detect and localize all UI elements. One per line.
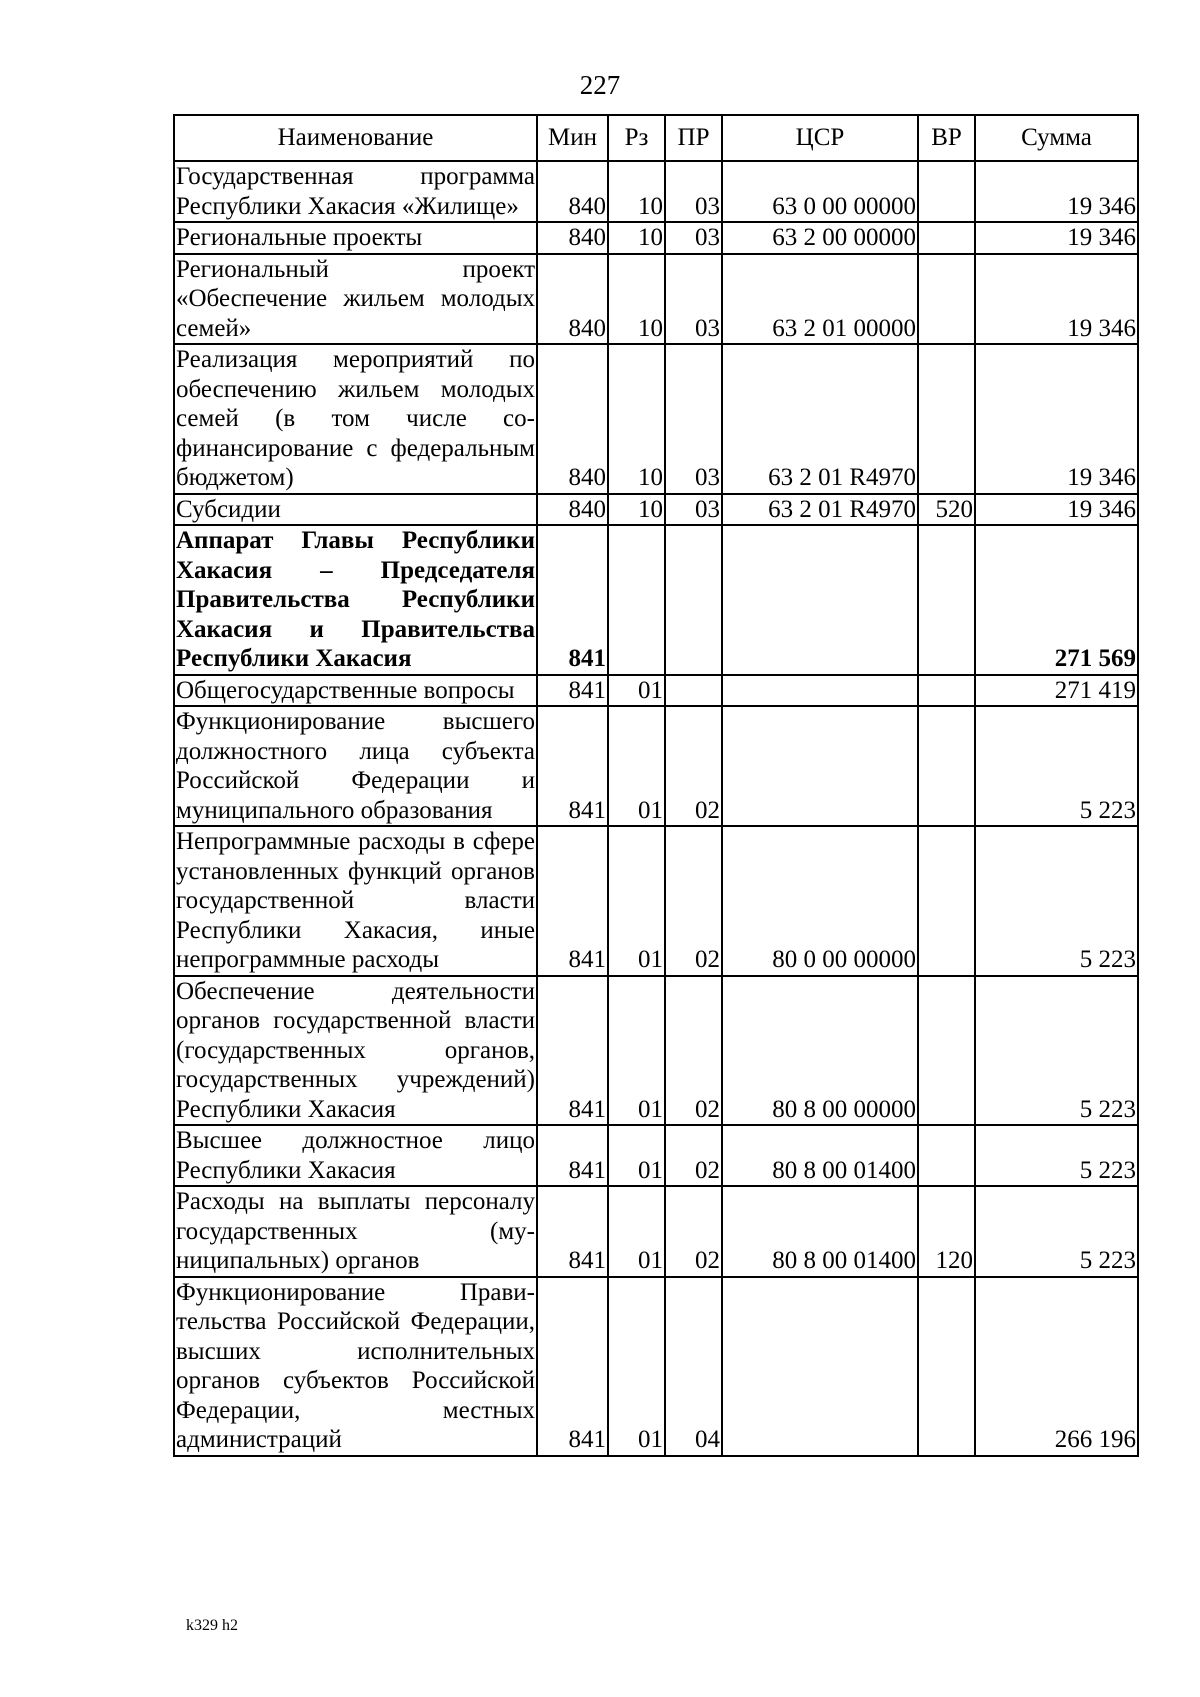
cell-vr [918,222,975,254]
table-body [174,161,1138,1456]
cell-name: Аппарат Главы Республики Хакасия – Председателя Правительства Республики Хакасия и Правительства Республики Хакасия [174,525,537,675]
cell-csr: 80 8 00 01400 [722,1186,918,1277]
cell-sum: 5 223 [975,706,1138,826]
cell-vr [918,525,975,675]
cell-rz: 10 [608,494,665,526]
cell-pr: 03 [665,254,722,345]
cell-min: 841 [537,706,608,826]
cell-sum: 271 419 [975,675,1138,707]
cell-vr: 520 [918,494,975,526]
cell-sum: 19 346 [975,222,1138,254]
cell-sum: 5 223 [975,1186,1138,1277]
cell-name: Функционирование высшего должностного лица субъекта Российской Федерации и муниципального образования [174,706,537,826]
cell-sum: 19 346 [975,494,1138,526]
table-row [174,976,1138,1126]
cell-rz: 01 [608,1277,665,1456]
cell-min: 840 [537,494,608,526]
table-row [174,344,1138,494]
cell-pr: 02 [665,976,722,1126]
cell-pr [665,525,722,675]
cell-sum: 271 569 [975,525,1138,675]
cell-pr: 04 [665,1277,722,1456]
cell-min: 840 [537,161,608,222]
cell-vr [918,1277,975,1456]
cell-csr [722,675,918,707]
cell-sum: 5 223 [975,976,1138,1126]
cell-pr: 03 [665,344,722,494]
cell-rz: 10 [608,161,665,222]
header-sum: Сумма [975,115,1138,161]
cell-min: 841 [537,675,608,707]
cell-vr [918,826,975,976]
cell-sum: 19 346 [975,254,1138,345]
cell-rz [608,525,665,675]
cell-vr [918,675,975,707]
cell-rz: 10 [608,254,665,345]
cell-pr: 03 [665,494,722,526]
cell-csr [722,525,918,675]
table-row-bold [174,525,1138,675]
cell-name: Функционирование Правительства Российской Федерации, высших исполнительных органов субъектов Российской Федерации, местных администраций [174,1277,537,1456]
cell-csr [722,1277,918,1456]
table-row [174,222,1138,254]
cell-min: 840 [537,344,608,494]
header-vr: ВР [918,115,975,161]
cell-name: Общегосударственные вопросы [174,675,537,707]
cell-csr: 63 2 01 00000 [722,254,918,345]
cell-name: Региональные проекты [174,222,537,254]
table-row [174,706,1138,826]
cell-csr: 80 8 00 01400 [722,1125,918,1186]
cell-min: 841 [537,1277,608,1456]
cell-pr: 03 [665,161,722,222]
table-row [174,494,1138,526]
cell-rz: 01 [608,826,665,976]
table-row [174,826,1138,976]
table-row [174,1277,1138,1456]
cell-csr [722,706,918,826]
table-row [174,1186,1138,1277]
cell-min: 840 [537,222,608,254]
cell-sum: 19 346 [975,344,1138,494]
cell-name: Обеспечение деятельности органов государственной власти (государственных органов, государственных учреждений) Республики Хакасия [174,976,537,1126]
cell-name: Субсидии [174,494,537,526]
cell-name: Высшее должностное лицо Республики Хакасия [174,1125,537,1186]
cell-rz: 01 [608,1186,665,1277]
cell-name: Государственная программа Республики Хакасия «Жилище» [174,161,537,222]
cell-csr: 63 2 00 00000 [722,222,918,254]
header-pr: ПР [665,115,722,161]
cell-sum: 266 196 [975,1277,1138,1456]
cell-vr [918,161,975,222]
cell-pr: 02 [665,706,722,826]
footer-document-code: k329 h2 [186,1617,238,1634]
cell-rz: 10 [608,344,665,494]
cell-sum: 19 346 [975,161,1138,222]
cell-min: 841 [537,976,608,1126]
cell-rz: 01 [608,675,665,707]
cell-vr [918,976,975,1126]
cell-pr [665,675,722,707]
cell-min: 841 [537,1125,608,1186]
cell-sum: 5 223 [975,826,1138,976]
cell-csr: 80 8 00 00000 [722,976,918,1126]
cell-rz: 01 [608,976,665,1126]
table-header-row [174,115,1138,161]
cell-rz: 10 [608,222,665,254]
cell-csr: 63 2 01 R4970 [722,494,918,526]
cell-name: Региональный проект «Обеспечение жильем молодых семей» [174,254,537,345]
cell-rz: 01 [608,706,665,826]
cell-csr: 63 2 01 R4970 [722,344,918,494]
cell-pr: 02 [665,1186,722,1277]
table-row [174,254,1138,345]
cell-vr [918,706,975,826]
page-number: 227 [579,70,621,100]
cell-rz: 01 [608,1125,665,1186]
cell-name: Непрограммные расходы в сфере установленных функций органов государственной власти Республики Хакасия, иные непрограммные расходы [174,826,537,976]
cell-name: Расходы на выплаты персоналу государственных (муниципальных) органов [174,1186,537,1277]
cell-pr: 02 [665,1125,722,1186]
header-name: Наименование [174,115,537,161]
cell-min: 840 [537,254,608,345]
cell-csr: 63 0 00 00000 [722,161,918,222]
cell-pr: 02 [665,826,722,976]
header-min: Мин [537,115,608,161]
cell-vr [918,344,975,494]
cell-vr [918,1125,975,1186]
cell-min: 841 [537,826,608,976]
table-row [174,161,1138,222]
cell-vr [918,254,975,345]
table-row [174,675,1138,707]
header-rz: Рз [608,115,665,161]
cell-min: 841 [537,525,608,675]
table-row [174,1125,1138,1186]
cell-min: 841 [537,1186,608,1277]
cell-csr: 80 0 00 00000 [722,826,918,976]
cell-pr: 03 [665,222,722,254]
budget-table [173,114,1139,1457]
cell-sum: 5 223 [975,1125,1138,1186]
cell-vr: 120 [918,1186,975,1277]
header-csr: ЦСР [722,115,918,161]
cell-name: Реализация мероприятий по обеспечению жильем молодых семей (в том числе софинансирование с федеральным бюджетом) [174,344,537,494]
